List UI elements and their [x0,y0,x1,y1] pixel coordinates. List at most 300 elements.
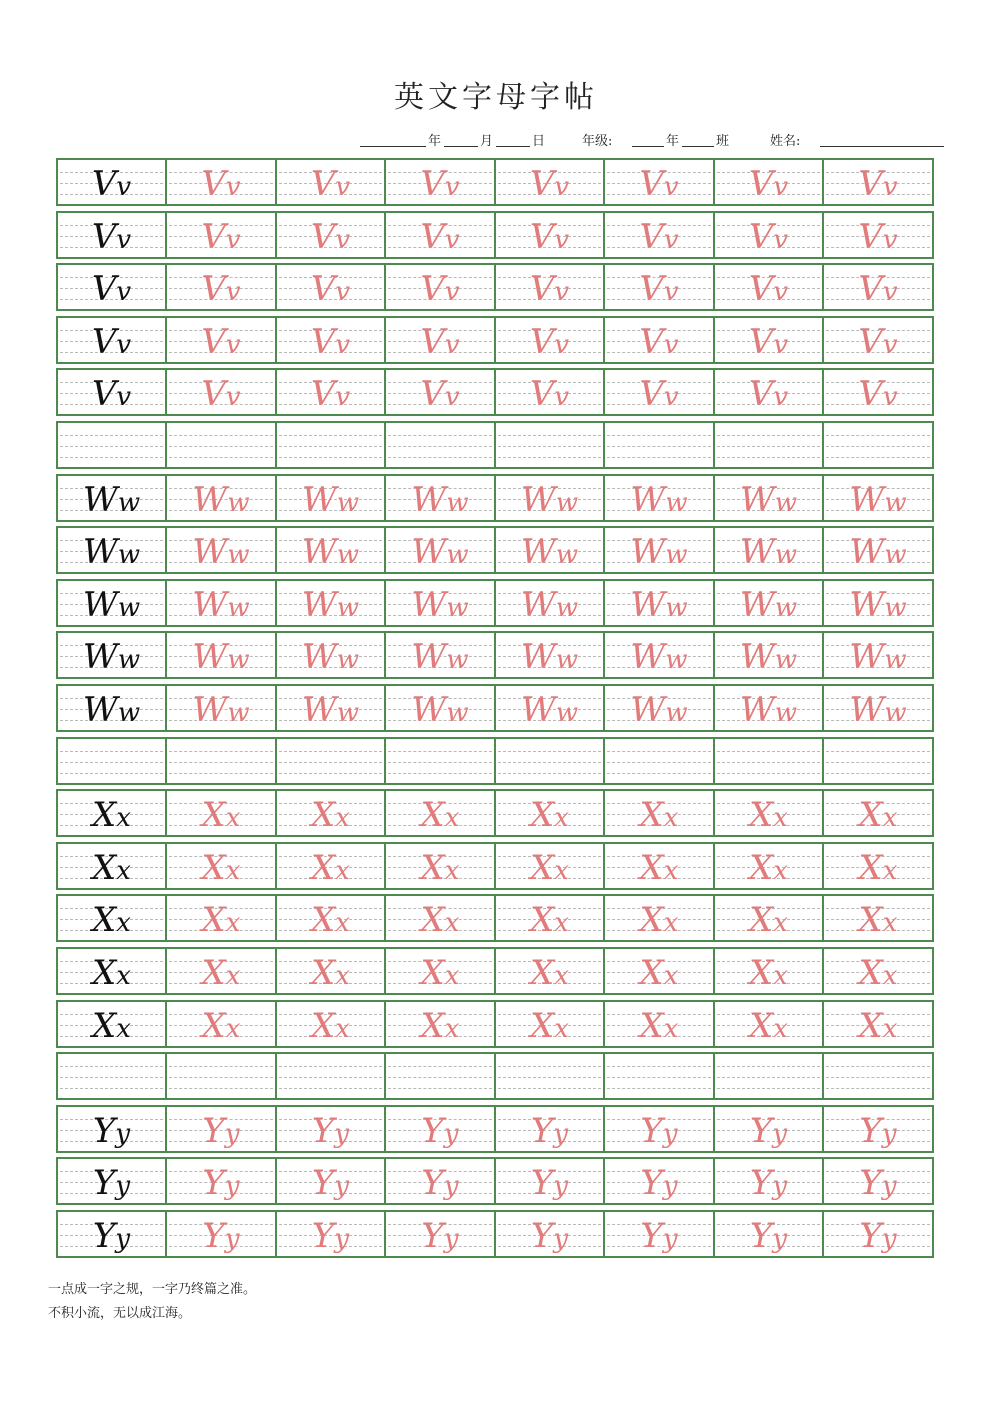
practice-cell[interactable] [713,263,824,311]
lowercase-letter: v [773,277,789,307]
trace-letter [715,795,822,837]
uppercase-letter: X [639,900,664,940]
practice-cell[interactable] [384,158,496,206]
practice-cell[interactable] [494,526,605,574]
practice-cell[interactable] [603,211,715,259]
practice-cell[interactable] [713,211,824,259]
trace-letter [167,690,275,732]
practice-cell[interactable] [165,474,277,522]
practice-cell[interactable] [494,1157,605,1205]
practice-cell[interactable] [494,368,605,416]
practice-cell[interactable] [275,421,386,469]
practice-cell[interactable] [275,737,386,785]
lowercase-letter: x [882,908,898,938]
lowercase-letter: w [774,540,798,570]
practice-cell[interactable] [275,1052,386,1100]
practice-cell[interactable] [165,211,277,259]
practice-cell[interactable] [275,368,386,416]
practice-cell[interactable] [275,842,386,890]
lowercase-letter: x [554,856,569,886]
practice-cell[interactable] [713,737,824,785]
trace-letter [715,900,822,942]
practice-cell[interactable] [275,1210,386,1258]
practice-cell[interactable] [384,894,496,942]
practice-cell[interactable] [822,1157,934,1205]
practice-cell[interactable] [384,737,496,785]
lowercase-letter: x [663,1014,679,1044]
guide-line [388,1088,492,1089]
practice-cell[interactable] [384,526,496,574]
lowercase-letter: x [663,803,679,833]
guide-line [826,751,930,752]
practice-cell[interactable] [713,1105,824,1153]
lowercase-letter: w [227,593,250,623]
practice-cell[interactable] [56,789,167,837]
trace-letter [496,1163,603,1205]
practice-cell[interactable] [56,579,167,627]
lowercase-letter: v [225,225,241,255]
practice-cell[interactable] [494,1105,605,1153]
lowercase-letter: w [555,645,579,675]
lowercase-letter: y [224,1171,240,1201]
practice-cell[interactable] [822,684,934,732]
lowercase-letter: w [117,540,141,570]
practice-cell[interactable] [603,316,715,364]
practice-cell[interactable] [384,842,496,890]
guide-line [169,457,273,458]
practice-cell[interactable] [384,316,496,364]
lowercase-letter: w [884,645,907,675]
practice-cell[interactable] [165,789,277,837]
trace-letter [605,374,713,416]
guide-line [279,762,382,763]
practice-cell[interactable] [165,894,277,942]
practice-cell[interactable] [56,1210,167,1258]
practice-cell[interactable] [494,894,605,942]
practice-row [56,158,932,206]
model-letter [58,1216,165,1258]
practice-row [56,211,932,259]
practice-cell[interactable] [275,158,386,206]
model-letter [58,690,165,732]
lowercase-letter: x [882,803,898,833]
practice-cell[interactable] [56,1052,167,1100]
lowercase-letter: w [555,698,579,728]
lowercase-letter: y [553,1224,569,1254]
model-letter [58,795,165,837]
trace-letter [386,322,494,364]
practice-cell[interactable] [165,1052,277,1100]
class-label: 班 [716,134,730,149]
practice-cell[interactable] [165,684,277,732]
lowercase-letter: x [444,856,460,886]
practice-cell[interactable] [822,211,934,259]
practice-cell[interactable] [56,631,167,679]
practice-cell[interactable] [713,789,824,837]
practice-cell[interactable] [275,263,386,311]
uppercase-letter: Y [640,1216,663,1256]
guide-line [498,435,601,436]
practice-cell[interactable] [494,1210,605,1258]
practice-cell[interactable] [603,631,715,679]
guide-line [826,1088,930,1089]
practice-cell[interactable] [165,842,277,890]
practice-cell[interactable] [603,1157,715,1205]
trace-letter [167,953,275,995]
year-blank[interactable] [360,146,426,147]
practice-cell[interactable] [713,579,824,627]
footer-quote-2: 不积小流，无以成江海。 [48,1306,192,1321]
practice-cell[interactable] [165,737,277,785]
practice-cell[interactable] [56,526,167,574]
trace-letter [496,1006,603,1048]
practice-cell[interactable] [165,421,277,469]
practice-cell[interactable] [56,158,167,206]
practice-cell[interactable] [384,579,496,627]
uppercase-letter: X [311,953,336,993]
practice-cell[interactable] [713,894,824,942]
practice-cell[interactable] [494,947,605,995]
practice-cell[interactable] [275,1000,386,1048]
class-blank[interactable] [682,146,714,147]
trace-letter [715,322,822,364]
practice-cell[interactable] [603,1105,715,1153]
practice-cell[interactable] [494,211,605,259]
practice-cell[interactable] [603,263,715,311]
trace-letter [496,953,603,995]
practice-cell[interactable] [384,789,496,837]
practice-cell[interactable] [494,737,605,785]
practice-cell[interactable] [56,842,167,890]
practice-cell[interactable] [822,368,934,416]
uppercase-letter: W [192,690,228,730]
practice-cell[interactable] [494,263,605,311]
practice-cell[interactable] [384,1105,496,1153]
practice-cell[interactable] [603,1210,715,1258]
practice-cell[interactable] [713,684,824,732]
practice-cell[interactable] [822,894,934,942]
practice-cell[interactable] [603,684,715,732]
trace-letter [605,1111,713,1153]
month-blank[interactable] [444,146,478,147]
practice-cell[interactable] [384,263,496,311]
lowercase-letter: y [115,1119,131,1149]
practice-cell[interactable] [275,211,386,259]
practice-cell[interactable] [56,947,167,995]
practice-cell[interactable] [822,947,934,995]
practice-cell[interactable] [165,947,277,995]
uppercase-letter: W [192,585,228,625]
guide-line [826,446,930,447]
practice-cell[interactable] [494,789,605,837]
practice-cell[interactable] [822,526,934,574]
uppercase-letter: Y [749,1111,773,1151]
practice-cell[interactable] [384,1052,496,1100]
practice-cell[interactable] [384,1210,496,1258]
practice-cell[interactable] [384,211,496,259]
practice-cell[interactable] [713,316,824,364]
uppercase-letter: X [420,953,445,993]
practice-cell[interactable] [713,1210,824,1258]
practice-cell[interactable] [603,1052,715,1100]
trace-letter [277,1006,384,1048]
practice-cell[interactable] [56,263,167,311]
practice-cell[interactable] [56,474,167,522]
lowercase-letter: x [335,961,350,991]
practice-cell[interactable] [56,421,167,469]
practice-cell[interactable] [384,474,496,522]
practice-cell[interactable] [713,368,824,416]
practice-cell[interactable] [822,842,934,890]
practice-cell[interactable] [603,368,715,416]
lowercase-letter: v [225,277,241,307]
practice-cell[interactable] [384,684,496,732]
uppercase-letter: V [91,217,117,257]
lowercase-letter: x [116,856,131,886]
practice-cell[interactable] [713,1052,824,1100]
practice-cell[interactable] [603,947,715,995]
trace-letter [496,795,603,837]
practice-cell[interactable] [822,631,934,679]
lowercase-letter: x [116,961,131,991]
practice-cell[interactable] [494,579,605,627]
uppercase-letter: W [520,585,556,625]
practice-cell[interactable] [56,1157,167,1205]
guide-line [60,457,163,458]
lowercase-letter: y [881,1171,897,1201]
practice-cell[interactable] [384,947,496,995]
uppercase-letter: V [858,322,883,362]
practice-cell[interactable] [165,1105,277,1153]
practice-cell[interactable] [275,789,386,837]
practice-cell[interactable] [713,1000,824,1048]
practice-cell[interactable] [56,737,167,785]
guide-line [498,1066,601,1067]
uppercase-letter: Y [202,1111,225,1151]
practice-cell[interactable] [713,947,824,995]
practice-cell[interactable] [603,579,715,627]
practice-cell[interactable] [384,1000,496,1048]
name-blank[interactable] [820,146,944,147]
practice-row [56,1000,932,1048]
practice-cell[interactable] [603,1000,715,1048]
practice-cell[interactable] [494,316,605,364]
uppercase-letter: W [630,690,666,730]
trace-letter [496,1111,603,1153]
uppercase-letter: V [858,217,883,257]
uppercase-letter: X [201,795,226,835]
trace-letter [824,953,932,995]
lowercase-letter: v [882,172,898,202]
practice-cell[interactable] [494,842,605,890]
practice-cell[interactable] [275,684,386,732]
practice-cell[interactable] [165,1000,277,1048]
practice-cell[interactable] [275,579,386,627]
trace-letter [386,374,494,416]
model-letter [58,1163,165,1205]
practice-cell[interactable] [494,1000,605,1048]
practice-row [56,316,932,364]
practice-cell[interactable] [275,1105,386,1153]
practice-cell[interactable] [494,631,605,679]
guide-line [279,435,382,436]
uppercase-letter: V [639,322,664,362]
practice-cell[interactable] [713,842,824,890]
practice-cell[interactable] [56,894,167,942]
practice-cell[interactable] [822,158,934,206]
trace-letter [277,953,384,995]
practice-cell[interactable] [165,1157,277,1205]
trace-letter [167,637,275,679]
uppercase-letter: W [411,480,447,520]
practice-cell[interactable] [165,526,277,574]
practice-cell[interactable] [165,579,277,627]
lowercase-letter: v [225,330,241,360]
practice-cell[interactable] [165,158,277,206]
practice-cell[interactable] [384,631,496,679]
day-blank[interactable] [496,146,530,147]
practice-cell[interactable] [603,526,715,574]
uppercase-letter: W [82,585,118,625]
uppercase-letter: V [858,164,883,204]
trace-letter [605,269,713,311]
lowercase-letter: v [444,172,460,202]
trace-letter [167,900,275,942]
trace-letter [824,480,932,522]
trace-letter [824,795,932,837]
lowercase-letter: v [116,330,132,360]
practice-cell[interactable] [384,421,496,469]
trace-letter [386,690,494,732]
practice-cell[interactable] [165,631,277,679]
practice-cell[interactable] [713,421,824,469]
lowercase-letter: w [117,488,141,518]
practice-cell[interactable] [603,789,715,837]
uppercase-letter: X [749,953,774,993]
trace-letter [277,480,384,522]
uppercase-letter: V [310,374,336,414]
practice-row [56,421,932,469]
trace-letter [496,637,603,679]
practice-cell[interactable] [275,894,386,942]
practice-cell[interactable] [494,474,605,522]
practice-cell[interactable] [165,368,277,416]
practice-cell[interactable] [713,158,824,206]
lowercase-letter: v [554,382,570,412]
uppercase-letter: V [529,164,555,204]
uppercase-letter: V [529,217,555,257]
lowercase-letter: x [116,803,131,833]
uppercase-letter: Y [421,1163,444,1203]
practice-cell[interactable] [494,684,605,732]
practice-cell[interactable] [822,316,934,364]
practice-cell[interactable] [603,737,715,785]
practice-cell[interactable] [384,1157,496,1205]
uppercase-letter: X [420,1006,445,1046]
practice-cell[interactable] [822,737,934,785]
practice-cell[interactable] [822,1052,934,1100]
uppercase-letter: Y [530,1111,554,1151]
practice-cell[interactable] [275,474,386,522]
lowercase-letter: y [443,1224,459,1254]
practice-cell[interactable] [56,1000,167,1048]
lowercase-letter: x [773,908,788,938]
uppercase-letter: V [420,322,445,362]
lowercase-letter: w [336,593,360,623]
practice-cell[interactable] [56,684,167,732]
practice-cell[interactable] [822,421,934,469]
practice-cell[interactable] [822,579,934,627]
practice-cell[interactable] [822,1105,934,1153]
practice-cell[interactable] [165,263,277,311]
practice-cell[interactable] [56,368,167,416]
guide-line [717,773,820,774]
practice-cell[interactable] [275,526,386,574]
uppercase-letter: V [91,269,117,309]
practice-cell[interactable] [603,474,715,522]
trace-letter [277,269,384,311]
grade-year-blank[interactable] [632,146,664,147]
uppercase-letter: X [92,1006,117,1046]
practice-cell[interactable] [603,158,715,206]
lowercase-letter: x [444,961,460,991]
uppercase-letter: W [301,532,337,572]
guide-line [607,457,711,458]
practice-cell[interactable] [822,474,934,522]
practice-cell[interactable] [713,474,824,522]
practice-cell[interactable] [275,316,386,364]
practice-cell[interactable] [165,316,277,364]
uppercase-letter: W [630,585,666,625]
trace-letter [167,1006,275,1048]
practice-cell[interactable] [275,947,386,995]
uppercase-letter: Y [421,1111,444,1151]
practice-cell[interactable] [603,842,715,890]
lowercase-letter: y [553,1119,569,1149]
practice-cell[interactable] [494,421,605,469]
lowercase-letter: x [773,803,788,833]
practice-cell[interactable] [494,158,605,206]
practice-cell[interactable] [713,526,824,574]
practice-cell[interactable] [822,789,934,837]
practice-cell[interactable] [713,1157,824,1205]
practice-cell[interactable] [822,1210,934,1258]
practice-cell[interactable] [822,263,934,311]
practice-cell[interactable] [603,894,715,942]
practice-cell[interactable] [713,631,824,679]
lowercase-letter: v [335,277,351,307]
trace-letter [386,269,494,311]
footer-quote-1: 一点成一字之规，一字乃终篇之准。 [48,1282,257,1297]
practice-cell[interactable] [56,316,167,364]
trace-letter [277,848,384,890]
practice-cell[interactable] [384,368,496,416]
practice-cell[interactable] [275,631,386,679]
guide-line [60,446,163,447]
practice-cell[interactable] [275,1157,386,1205]
uppercase-letter: X [530,953,555,993]
practice-cell[interactable] [56,1105,167,1153]
lowercase-letter: y [662,1171,678,1201]
practice-cell[interactable] [56,211,167,259]
practice-cell[interactable] [822,1000,934,1048]
trace-letter [605,848,713,890]
trace-letter [496,217,603,259]
practice-row [56,263,932,311]
practice-cell[interactable] [165,1210,277,1258]
practice-cell[interactable] [494,1052,605,1100]
practice-cell[interactable] [603,421,715,469]
